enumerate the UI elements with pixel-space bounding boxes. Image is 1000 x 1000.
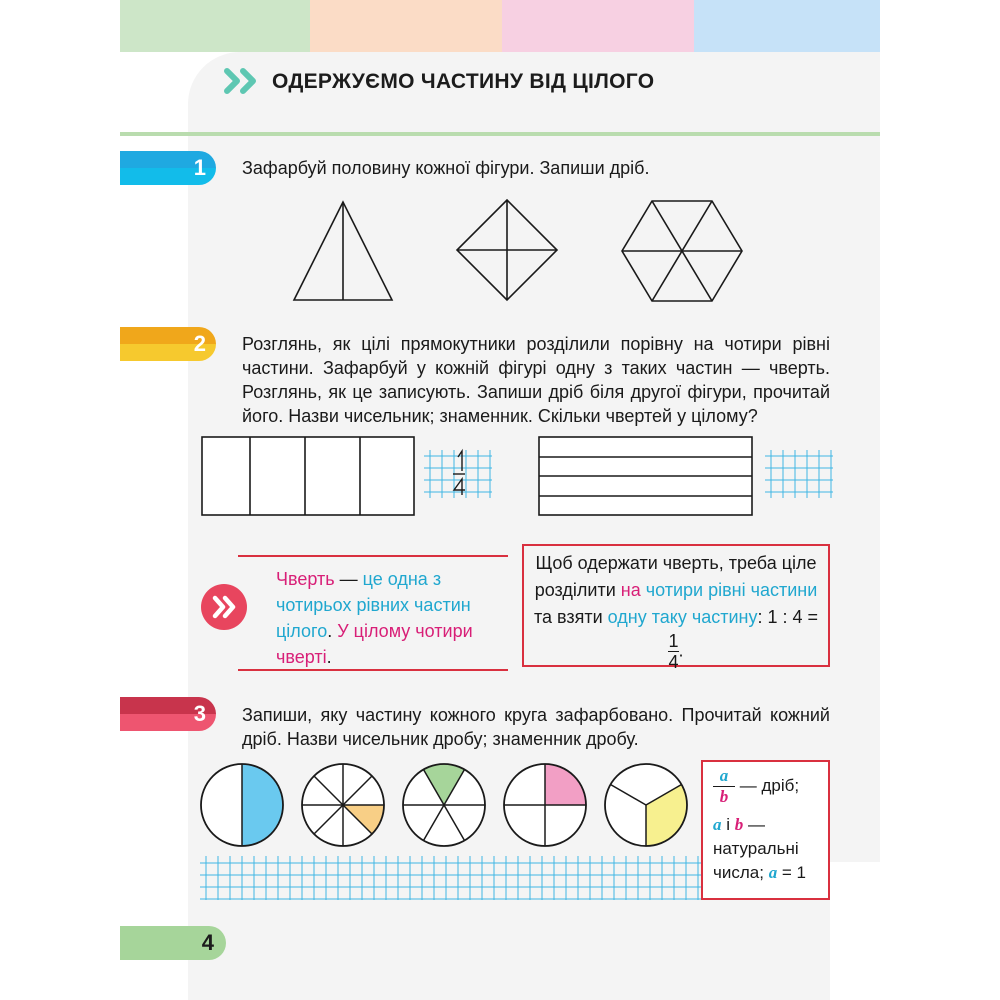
page-title: ОДЕРЖУЄМО ЧАСТИНУ ВІД ЦІЛОГО	[272, 70, 655, 93]
side-note-text: $\frac{a}{b}$ — дріб; a і b — натуральні числа; a = 1	[713, 766, 807, 882]
term-chvert: Чверть	[276, 569, 335, 589]
header-strip-pink	[502, 0, 694, 52]
rectangle-vertical-quarters	[202, 437, 414, 515]
task-number-1: 1	[120, 151, 216, 185]
task-number-3: 3	[120, 697, 216, 731]
header-strip-green	[120, 0, 310, 52]
task1-shapes	[280, 190, 760, 310]
grid-cell-2	[765, 450, 833, 498]
handwritten-one-fourth	[453, 451, 465, 495]
task3-circles	[195, 760, 695, 860]
page-number: 4	[120, 926, 226, 960]
double-chevron-circle-icon	[200, 583, 248, 631]
fraction-circle	[504, 764, 586, 846]
rule-right-text: Щоб одержати чверть, треба ціле розділити на чотири рівні частини та взяти одну таку частину: 1 : 4 = $\frac{1}{4}$ .	[533, 553, 819, 672]
fraction-one-fourth: $\frac{1}{4}$	[668, 631, 679, 672]
rule-left-text: Чверть — це одна з чотирьох рівних частин цілого. У цілому чотири чверті.	[276, 569, 473, 667]
fraction-circle	[201, 764, 283, 846]
hexagon-shape	[622, 201, 742, 301]
task2-text: Розглянь, як цілі прямокутники розділили порівну на чотири рівні частини. Зафарбуй у кожній фігурі одну з таких частин — чверть. Розглянь, як це записують. Запиши дріб біля другої фігури, прочитай його. Назви чисельник; знаменник. Скільки чвертей у цілому?	[242, 334, 830, 426]
task2-figures	[195, 430, 840, 525]
white-margin	[830, 862, 880, 1000]
title-divider	[120, 132, 880, 136]
fraction-a-over-b: $\frac{a}{b}$	[713, 766, 735, 807]
rhombus-shape	[457, 200, 557, 300]
task-number-2: 2	[120, 327, 216, 361]
double-chevron-icon	[224, 66, 264, 96]
task1-text: Зафарбуй половину кожної фігури. Запиши дріб.	[242, 158, 650, 178]
fraction-circle	[302, 764, 384, 846]
task3-text: Запиши, яку частину кожного круга зафарбовано. Прочитай кожний дріб. Назви чисельник дробу; знаменник дробу.	[242, 705, 830, 749]
fraction-circle	[403, 764, 485, 846]
triangle-shape	[294, 202, 392, 300]
shaded-sector	[242, 764, 283, 846]
rectangle-horizontal-quarters	[539, 437, 752, 515]
fraction-circle	[605, 764, 687, 846]
header-strip-blue	[694, 0, 880, 52]
header-strip-peach	[310, 0, 502, 52]
